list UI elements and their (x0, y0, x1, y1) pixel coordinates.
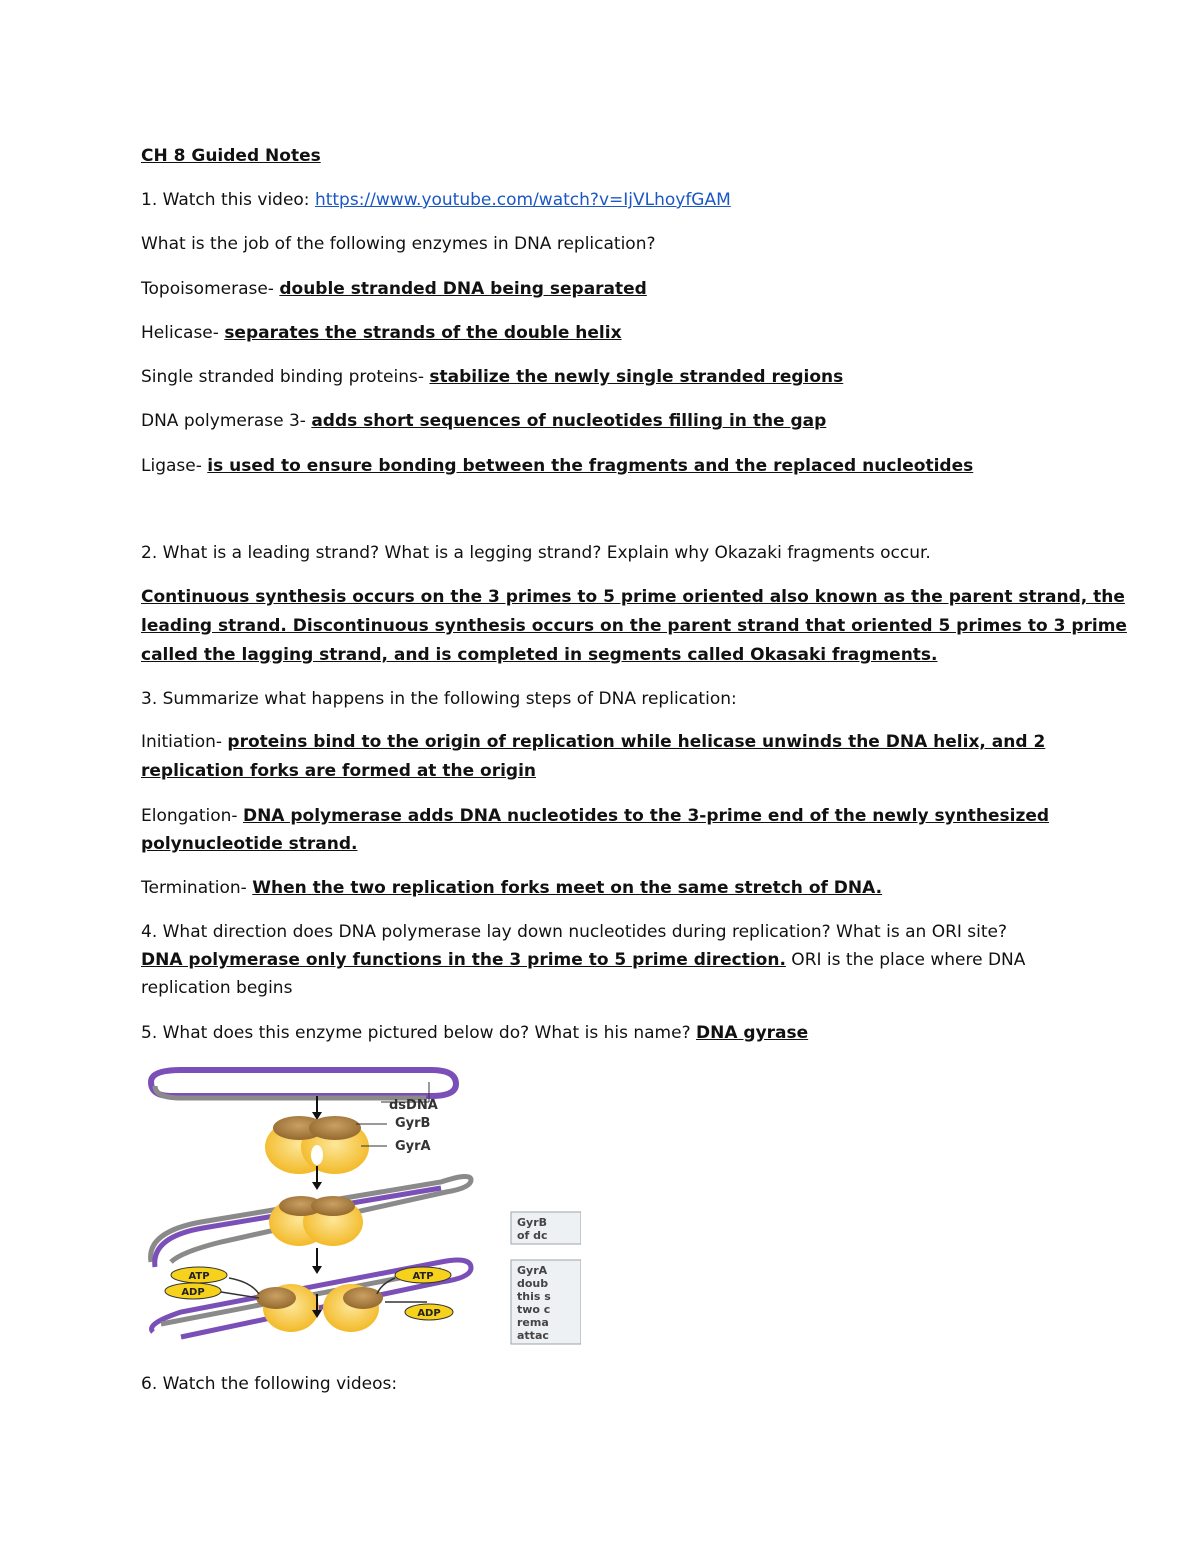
enzyme-label: DNA polymerase 3- (141, 411, 312, 431)
enzyme-answer: separates the strands of the double helix (224, 323, 622, 343)
q3-prompt: 3. Summarize what happens in the following steps of DNA replication: (141, 689, 737, 709)
enzyme-label: Ligase- (141, 456, 208, 476)
gyrase-enzyme-1 (265, 1116, 369, 1174)
enzyme-ssb (141, 366, 843, 388)
video-link[interactable]: https://www.youtube.com/watch?v=IjVLhoyfGAM (314, 190, 731, 210)
caption-line: GyrB (517, 1216, 548, 1229)
enzyme-helicase (141, 322, 622, 344)
dsdna-loop-top (151, 1070, 456, 1096)
q6-prompt: 6. Watch the following videos: (141, 1374, 398, 1394)
q4-rest-line: replication begins (141, 978, 293, 998)
atp-badge-right (395, 1267, 451, 1283)
atp-label: ATP (188, 1271, 210, 1282)
caption-box-gyra (511, 1260, 581, 1344)
elongation-label: Elongation- (141, 806, 243, 826)
termination-label: Termination- (141, 878, 253, 898)
enzyme-answer: adds short sequences of nucleotides filling in the gap (311, 411, 827, 431)
initiation-label: Initiation- (141, 732, 228, 752)
enzyme-answer: double stranded DNA being separated (279, 279, 647, 299)
atp-label: ATP (412, 1271, 434, 1282)
adp-label: ADP (181, 1287, 205, 1298)
termination-answer: When the two replication forks meet on the same stretch of DNA. (252, 878, 883, 898)
caption-line: rema (517, 1316, 549, 1329)
q5-answer: DNA gyrase (696, 1023, 809, 1043)
adp-badge-right (405, 1304, 453, 1320)
q1-prompt: 1. Watch this video: (141, 190, 315, 210)
q2-answer-line: Continuous synthesis occurs on the 3 primes to 5 prime oriented also known as the parent strand, the (141, 587, 1125, 607)
enzyme-ligase (141, 455, 973, 477)
enzyme-dna-polymerase-3 (141, 410, 826, 432)
q1-subprompt: What is the job of the following enzymes in DNA replication? (141, 234, 656, 254)
enzyme-topoisomerase (141, 278, 647, 300)
gyrase-enzyme-2 (269, 1196, 363, 1246)
caption-box-gyrb (511, 1212, 581, 1244)
enzyme-label: Single stranded binding proteins- (141, 367, 430, 387)
q4-prompt: 4. What direction does DNA polymerase lay down nucleotides during replication? What is an ORI site? (141, 922, 1008, 942)
label-gyrb: GyrB (395, 1116, 431, 1131)
initiation-answer-cont: replication forks are formed at the origin (141, 761, 537, 781)
q4-answer: DNA polymerase only functions in the 3 prime to 5 prime direction. (141, 950, 786, 970)
page-title: CH 8 Guided Notes (141, 146, 321, 166)
caption-line: this s (517, 1290, 551, 1303)
q2-answer-line: called the lagging strand, and is completed in segments called Okasaki fragments. (141, 645, 938, 665)
enzyme-answer: stabilize the newly single stranded regions (429, 367, 844, 387)
elongation-line (141, 805, 1049, 827)
label-dsdna: dsDNA (389, 1098, 438, 1113)
enzyme-label: Helicase- (141, 323, 225, 343)
q2-answer-line: leading strand. Discontinuous synthesis occurs on the parent strand that oriented 5 primes to 3 prime (141, 616, 1127, 636)
caption-line: doub (517, 1277, 549, 1290)
enzyme-answer: is used to ensure bonding between the fragments and the replaced nucleotides (207, 456, 974, 476)
q4-rest: ORI is the place where DNA (785, 950, 1026, 970)
adp-badge-left (165, 1283, 221, 1299)
initiation-answer: proteins bind to the origin of replication while helicase unwinds the DNA helix, and 2 (227, 732, 1046, 752)
initiation-line (141, 731, 1045, 753)
caption-line: two c (517, 1303, 551, 1316)
q5-prompt: 5. What does this enzyme pictured below do? What is his name? (141, 1023, 696, 1043)
adp-label: ADP (417, 1308, 441, 1319)
dna-gyrase-figure (141, 1062, 581, 1352)
termination-line (141, 877, 882, 899)
enzyme-label: Topoisomerase- (141, 279, 280, 299)
atp-badge-left (171, 1267, 227, 1283)
q4-answer-line (141, 949, 1025, 971)
caption-line: GyrA (517, 1264, 548, 1277)
q5-line (141, 1022, 808, 1044)
elongation-answer: DNA polymerase adds DNA nucleotides to the 3-prime end of the newly synthesized (242, 806, 1050, 826)
caption-line: of dc (517, 1229, 548, 1242)
label-gyra: GyrA (395, 1139, 431, 1154)
elongation-answer-cont: polynucleotide strand. (141, 834, 358, 854)
q2-prompt: 2. What is a leading strand? What is a legging strand? Explain why Okazaki fragments occur. (141, 543, 931, 563)
q1-line (141, 189, 731, 211)
caption-line: attac (517, 1329, 549, 1342)
dsdna-loop-top-inner (155, 1086, 426, 1098)
